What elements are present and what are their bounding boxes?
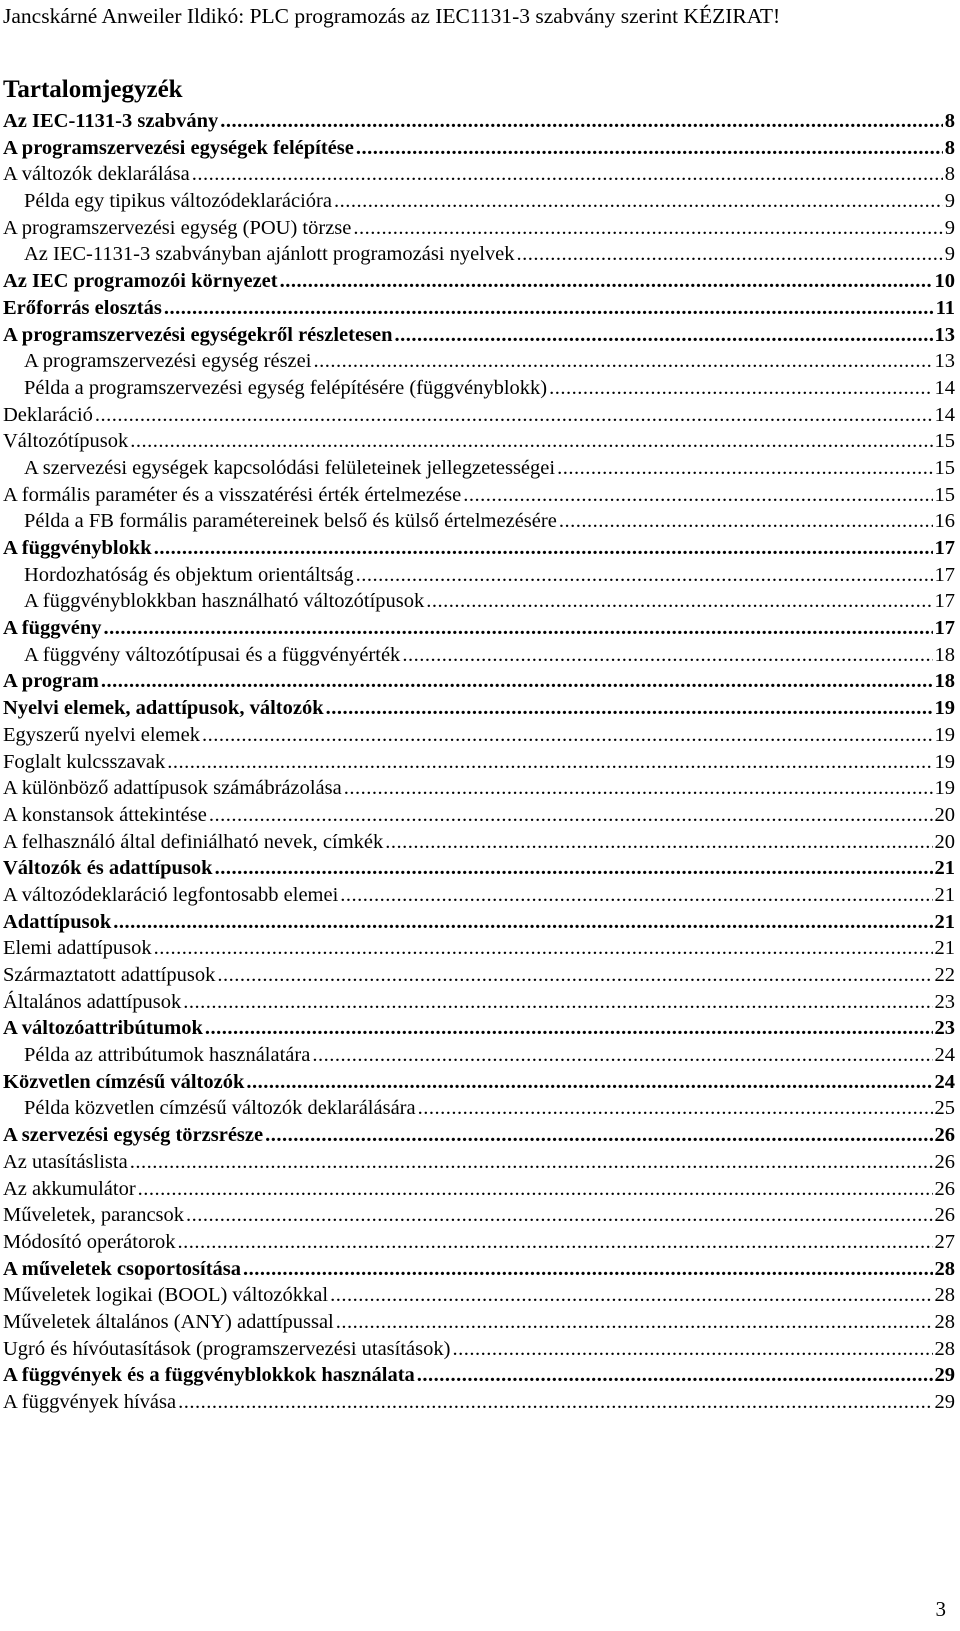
toc-entry-page: 26: [934, 1204, 955, 1227]
toc-entry[interactable]: [0, 989, 955, 1016]
toc-entry[interactable]: [0, 402, 955, 429]
toc-entry[interactable]: [0, 962, 955, 989]
toc-entry-label: Adattípusok: [3, 910, 112, 933]
toc-entry-label: A változók deklarálása: [3, 163, 190, 186]
toc-entry-label: Módosító operátorok: [3, 1230, 176, 1253]
toc-entry[interactable]: [0, 482, 955, 509]
toc-dot-leader: [101, 668, 933, 695]
toc-entry[interactable]: [0, 455, 955, 482]
toc-dot-leader: [130, 428, 932, 455]
toc-entry-page: 26: [934, 1177, 955, 1200]
toc-entry-label: Az IEC-1131-3 szabványban ajánlott programozási nyelvek: [24, 243, 515, 266]
toc-entry[interactable]: [0, 749, 955, 776]
toc-entry[interactable]: [0, 909, 955, 936]
toc-entry-page: 10: [934, 270, 955, 293]
toc-entry-label: A változódeklaráció legfontosabb elemei: [3, 883, 339, 906]
toc-dot-leader: [186, 1202, 932, 1229]
toc-dot-leader: [164, 295, 934, 322]
toc-entry-label: A programszervezési egység részei: [24, 350, 312, 373]
toc-entry[interactable]: [0, 1256, 955, 1283]
toc-dot-leader: [178, 1229, 933, 1256]
toc-entry-page: 20: [934, 803, 955, 826]
toc-entry[interactable]: [0, 268, 955, 295]
toc-entry[interactable]: [0, 428, 955, 455]
toc-entry-label: Változótípusok: [3, 430, 129, 453]
toc-dot-leader: [326, 695, 933, 722]
toc-entry[interactable]: [0, 215, 955, 242]
toc-entry-page: 29: [934, 1364, 955, 1387]
toc-dot-leader: [336, 1309, 933, 1336]
toc-entry-label: A műveletek csoportosítása: [3, 1257, 242, 1280]
toc-entry[interactable]: [0, 1042, 955, 1069]
toc-entry-page: 9: [944, 243, 955, 266]
toc-entry-page: 8: [944, 110, 955, 132]
toc-entry-page: 9: [944, 190, 955, 213]
toc-entry-page: 29: [934, 1391, 955, 1413]
toc-dot-leader: [418, 1095, 933, 1122]
toc-dot-leader: [220, 108, 942, 135]
toc-dot-leader: [183, 989, 932, 1016]
toc-entry-page: 23: [934, 990, 955, 1013]
toc-entry-label: Deklaráció: [3, 403, 93, 426]
toc-entry[interactable]: [0, 135, 955, 162]
toc-entry-label: Foglalt kulcsszavak: [3, 750, 166, 773]
toc-entry[interactable]: [0, 108, 955, 135]
toc-entry[interactable]: [0, 1122, 955, 1149]
toc-entry-label: A programszervezési egységek felépítése: [3, 136, 354, 159]
toc-entry-label: Erőforrás elosztás: [3, 296, 162, 319]
toc-entry[interactable]: [0, 1362, 955, 1389]
toc-dot-leader: [517, 241, 943, 268]
toc-entry[interactable]: [0, 642, 955, 669]
toc-entry-label: Nyelvi elemek, adattípusok, változók: [3, 697, 324, 720]
toc-entry-page: 14: [934, 376, 955, 399]
toc-entry[interactable]: [0, 1202, 955, 1229]
toc-dot-leader: [559, 508, 933, 535]
toc-dot-leader: [463, 482, 932, 509]
toc-dot-leader: [95, 402, 933, 429]
toc-entry-label: Példa egy tipikus változódeklarációra: [24, 190, 332, 213]
toc-dot-leader: [313, 348, 932, 375]
toc-entry-label: Az IEC programozói környezet: [3, 270, 278, 293]
toc-entry-label: Példa a programszervezési egység felépítésére (függvényblokk): [24, 376, 548, 399]
toc-entry-page: 27: [934, 1230, 955, 1253]
toc-entry[interactable]: [0, 668, 955, 695]
toc-entry[interactable]: [0, 1336, 955, 1363]
toc-dot-leader: [130, 1149, 933, 1176]
toc-dot-leader: [340, 882, 932, 909]
toc-entry-label: Műveletek, parancsok: [3, 1204, 185, 1227]
toc-entry-label: A program: [3, 670, 99, 693]
toc-entry-label: A programszervezési egységekről részletesen: [3, 323, 393, 346]
toc-dot-leader: [215, 855, 933, 882]
toc-entry-label: Egyszerű nyelvi elemek: [3, 723, 200, 746]
toc-dot-leader: [280, 268, 933, 295]
toc-dot-leader: [426, 588, 932, 615]
toc-dot-leader: [104, 615, 933, 642]
toc-entry[interactable]: [0, 161, 955, 188]
toc-dot-leader: [113, 909, 932, 936]
toc-entry[interactable]: [0, 882, 955, 909]
toc-dot-leader: [417, 1362, 933, 1389]
toc-entry-page: 28: [934, 1310, 955, 1333]
table-of-contents: [0, 108, 955, 1416]
toc-entry-label: A függvény változótípusai és a függvényérték: [24, 643, 401, 666]
toc-entry-label: A szervezési egységek kapcsolódási felületeinek jellegzetességei: [24, 456, 556, 479]
toc-entry-page: 11: [935, 296, 955, 319]
toc-dot-leader: [154, 535, 933, 562]
toc-entry-label: Példa a FB formális paramétereinek belső és külső értelmezésére: [24, 510, 557, 533]
toc-entry-page: 15: [934, 456, 955, 479]
toc-dot-leader: [452, 1336, 932, 1363]
toc-entry-label: Az utasításlista: [3, 1150, 128, 1173]
toc-entry-label: Változók és adattípusok: [3, 857, 213, 880]
toc-entry-label: Ugró és hívóutasítások (programszervezési utasítások): [3, 1337, 451, 1360]
toc-dot-leader: [557, 455, 932, 482]
toc-entry[interactable]: [0, 535, 955, 562]
toc-entry-page: 22: [934, 964, 955, 986]
toc-dot-leader: [178, 1389, 932, 1416]
toc-dot-leader: [138, 1176, 933, 1203]
toc-entry-page: 21: [934, 857, 955, 880]
toc-dot-leader: [356, 135, 943, 162]
toc-entry[interactable]: [0, 1176, 955, 1203]
toc-entry-label: A formális paraméter és a visszatérési érték értelmezése: [3, 483, 462, 506]
toc-entry[interactable]: [0, 188, 955, 215]
toc-dot-leader: [167, 749, 932, 776]
toc-entry[interactable]: [0, 375, 955, 402]
toc-entry[interactable]: [0, 1149, 955, 1176]
toc-entry[interactable]: [0, 295, 955, 322]
toc-entry-label: A programszervezési egység (POU) törzse: [3, 216, 352, 239]
toc-dot-leader: [202, 722, 933, 749]
toc-entry-page: 26: [934, 1124, 955, 1147]
toc-entry-page: 19: [934, 750, 955, 773]
toc-entry[interactable]: [0, 855, 955, 882]
toc-dot-leader: [356, 562, 933, 589]
document-header: Jancskárné Anweiler Ildikó: PLC programozás az IEC1131-3 szabvány szerint KÉZIRAT!: [3, 4, 781, 28]
toc-entry-page: 28: [934, 1284, 955, 1307]
toc-entry-page: 28: [934, 1337, 955, 1360]
toc-entry-page: 26: [934, 1150, 955, 1173]
toc-entry-label: Elemi adattípusok: [3, 937, 152, 960]
toc-dot-leader: [246, 1069, 932, 1096]
toc-entry[interactable]: [0, 1229, 955, 1256]
toc-entry-label: A szervezési egység törzsrésze: [3, 1124, 264, 1147]
toc-entry[interactable]: [0, 1282, 955, 1309]
toc-entry-page: 17: [934, 537, 955, 559]
toc-entry[interactable]: [0, 802, 955, 829]
toc-entry-label: Az IEC-1131-3 szabvány: [3, 110, 219, 132]
toc-dot-leader: [265, 1122, 932, 1149]
toc-entry-label: A különböző adattípusok számábrázolása: [3, 777, 342, 800]
toc-entry-page: 20: [934, 830, 955, 853]
toc-entry[interactable]: [0, 829, 955, 856]
toc-dot-leader: [330, 1282, 932, 1309]
toc-dot-leader: [209, 802, 933, 829]
toc-entry-page: 13: [934, 350, 955, 373]
toc-entry-page: 24: [934, 1044, 955, 1067]
toc-dot-leader: [385, 829, 932, 856]
toc-entry-label: Származtatott adattípusok: [3, 964, 216, 986]
toc-entry-page: 21: [934, 910, 955, 933]
toc-entry[interactable]: [0, 1069, 955, 1096]
toc-entry[interactable]: [0, 588, 955, 615]
toc-dot-leader: [205, 1015, 933, 1042]
toc-entry-label: A felhasználó által definiálható nevek, címkék: [3, 830, 384, 853]
toc-entry-label: A függvény: [3, 617, 102, 640]
toc-entry-page: 18: [934, 643, 955, 666]
toc-dot-leader: [334, 188, 943, 215]
toc-entry-page: 17: [934, 617, 955, 640]
toc-entry-label: A függvények és a függvényblokkok használata: [3, 1364, 415, 1387]
toc-dot-leader: [154, 935, 933, 962]
toc-dot-leader: [243, 1256, 932, 1283]
toc-entry[interactable]: [0, 1309, 955, 1336]
toc-entry-label: Műveletek logikai (BOOL) változókkal: [3, 1284, 329, 1307]
toc-entry[interactable]: [0, 348, 955, 375]
toc-dot-leader: [312, 1042, 932, 1069]
toc-entry-label: Az akkumulátor: [3, 1177, 136, 1200]
toc-entry-page: 19: [934, 777, 955, 800]
toc-entry-label: Példa az attribútumok használatára: [24, 1044, 311, 1067]
toc-entry-page: 14: [934, 403, 955, 426]
toc-entry[interactable]: [0, 1389, 955, 1416]
toc-title: Tartalomjegyzék: [3, 76, 183, 103]
toc-dot-leader: [192, 161, 943, 188]
toc-entry-page: 28: [934, 1257, 955, 1280]
toc-entry-page: 21: [934, 937, 955, 960]
toc-dot-leader: [353, 215, 942, 242]
toc-entry-page: 8: [944, 136, 955, 159]
toc-entry-page: 13: [934, 323, 955, 346]
toc-entry[interactable]: [0, 241, 955, 268]
toc-entry-page: 19: [934, 723, 955, 746]
toc-entry-page: 25: [934, 1097, 955, 1120]
toc-entry[interactable]: [0, 562, 955, 589]
toc-entry-page: 15: [934, 430, 955, 453]
toc-entry[interactable]: [0, 722, 955, 749]
toc-entry-page: 15: [934, 483, 955, 506]
toc-entry[interactable]: [0, 508, 955, 535]
page-number: 3: [935, 1597, 946, 1621]
toc-entry-page: 17: [934, 563, 955, 586]
toc-entry-label: A változóattribútumok: [3, 1017, 203, 1040]
toc-entry-label: A függvényblokk: [3, 537, 152, 559]
toc-entry-page: 19: [934, 697, 955, 720]
toc-entry[interactable]: [0, 695, 955, 722]
toc-entry[interactable]: [0, 775, 955, 802]
toc-entry-label: A függvények hívása: [3, 1391, 177, 1413]
toc-dot-leader: [402, 642, 932, 669]
toc-entry-label: A konstansok áttekintése: [3, 803, 207, 826]
toc-entry[interactable]: [0, 615, 955, 642]
toc-entry-page: 16: [934, 510, 955, 533]
toc-entry-page: 21: [934, 883, 955, 906]
toc-dot-leader: [549, 375, 932, 402]
toc-entry-label: Példa közvetlen címzésű változók deklarálására: [24, 1097, 416, 1120]
toc-entry-page: 18: [934, 670, 955, 693]
toc-entry-page: 8: [944, 163, 955, 186]
toc-entry[interactable]: [0, 1095, 955, 1122]
toc-entry-label: Közvetlen címzésű változók: [3, 1070, 245, 1093]
toc-dot-leader: [217, 962, 932, 989]
toc-entry-page: 23: [934, 1017, 955, 1040]
toc-entry-page: 24: [934, 1070, 955, 1093]
toc-entry-page: 9: [944, 216, 955, 239]
toc-dot-leader: [344, 775, 933, 802]
toc-entry[interactable]: [0, 935, 955, 962]
toc-entry-page: 17: [934, 590, 955, 613]
toc-entry-label: Általános adattípusok: [3, 990, 182, 1013]
toc-entry[interactable]: [0, 1015, 955, 1042]
toc-dot-leader: [395, 322, 933, 349]
toc-entry-label: Műveletek általános (ANY) adattípussal: [3, 1310, 334, 1333]
toc-entry-label: A függvényblokkban használható változótípusok: [24, 590, 425, 613]
toc-entry[interactable]: [0, 322, 955, 349]
toc-entry-label: Hordozhatóság és objektum orientáltság: [24, 563, 354, 586]
